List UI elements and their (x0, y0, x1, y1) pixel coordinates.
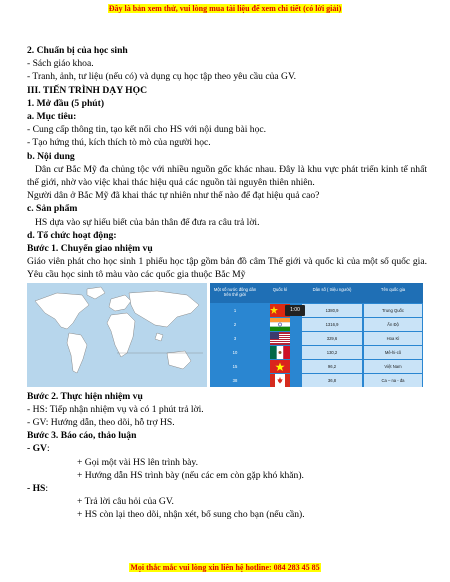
step-heading: Bước 3. Báo cáo, thảo luận (27, 430, 137, 442)
population-cell: 1380,9 (302, 304, 362, 317)
sub-heading: c. Sản phẩm (27, 203, 78, 215)
table-row (210, 318, 423, 331)
table-header-cell: Một số nước đông dân trên thế giới (213, 286, 257, 297)
list-item: - HS: Tiếp nhận nhiệm vụ và có 1 phút trả lời. (27, 403, 204, 415)
country-cell: Mê-hi-cô (364, 346, 422, 359)
list-item: - Tranh, ảnh, tư liệu (nếu có) và dụng cụ học tập theo yêu cầu của GV. (27, 71, 297, 83)
rank-cell: 2 (233, 321, 237, 327)
country-cell: Ấn Độ (364, 318, 422, 331)
canada-flag-icon (270, 374, 290, 391)
table-header-cell: Quốc kì (272, 286, 288, 292)
country-cell: Ca – na - đa (364, 374, 422, 387)
rank-cell: 10 (232, 349, 238, 355)
hotline-notice-text: Mọi thắc mắc vui lòng xin liên hệ hotline: 084 283 45 85 (130, 563, 320, 572)
paragraph: Người dân ở Bắc Mỹ đã khai thác tự nhiên như thế nào để đạt hiệu quả cao? (27, 190, 320, 202)
paragraph: Dân cư Bắc Mỹ đa chủng tộc với nhiều nguồn gốc khác nhau. Đây là khu vực phát triển kinh tế nhất thế giới, nhờ vào việc khai thác hiệu quả các nguồn tài nguyên thiên nhiên. (27, 163, 427, 189)
table-row (210, 374, 423, 387)
table-row (210, 360, 423, 373)
table-header-row (210, 283, 423, 303)
sub-heading: b. Nội dung (27, 150, 75, 162)
table-header-cell: Tên quốc gia (380, 286, 406, 292)
list-item: + HS còn lại theo dõi, nhận xét, bổ sung cho bạn (nếu cần). (77, 509, 305, 521)
step-heading: Bước 2. Thực hiện nhiệm vụ (27, 390, 143, 402)
table-header-cell: Dân số ( triệu người) (312, 286, 352, 292)
sub-heading: a. Mục tiêu: (27, 111, 77, 123)
population-cell: 36,8 (302, 374, 362, 387)
population-cell: 1316,9 (302, 318, 362, 331)
rank-cell: 38 (232, 377, 238, 383)
hotline-notice-banner (0, 563, 450, 572)
country-cell: Hoa Kì (364, 332, 422, 345)
list-item: - Sách giáo khoa. (27, 58, 94, 70)
paragraph: Giáo viên phát cho học sinh 1 phiếu học tập gồm bản đồ câm Thế giới và quốc kì của một số quốc gia. Yêu cầu học sinh tô màu vào các quốc gia thuộc Bắc Mỹ (27, 256, 427, 281)
list-item: + Gọi một vài HS lên trình bày. (77, 456, 198, 468)
world-map-icon (27, 283, 207, 387)
population-cell: 130,2 (302, 346, 362, 359)
population-cell: 329,6 (302, 332, 362, 345)
rank-cell: 1 (233, 307, 237, 313)
paragraph: HS dựa vào sự hiểu biết của bản thân để đưa ra câu trả lời. (35, 216, 260, 228)
worksheet-figure (27, 283, 427, 387)
sub-heading: d. Tổ chức hoạt động: (27, 229, 117, 241)
list-item: - GV: Hướng dẫn, theo dõi, hỗ trợ HS. (27, 417, 175, 429)
timer-badge: 1:00 (285, 305, 305, 316)
rank-cell: 15 (232, 363, 238, 369)
list-item: - Tạo hứng thú, kích thích tò mò của người học. (27, 137, 211, 149)
table-row (210, 304, 423, 317)
country-cell: Trung Quốc (364, 304, 422, 317)
country-cell: Việt Nam (364, 360, 422, 373)
section-heading: 2. Chuẩn bị của học sinh (27, 45, 128, 56)
hs-label: - HS (27, 483, 46, 495)
preview-notice-text: Đây là bản xem thử, vui lòng mua tài liệu để xem chi tiết (có lời giải) (108, 4, 342, 13)
population-cell: 96,2 (302, 360, 362, 373)
step-heading: Bước 1. Chuyển giao nhiệm vụ (27, 243, 153, 255)
section-heading: III. TIẾN TRÌNH DẠY HỌC (27, 84, 148, 96)
document-page: 2. Chuẩn bị của học sinh - Sách giáo khoa. - Tranh, ảnh, tư liệu (nếu có) và dụng cụ học tập theo yêu cầu của GV. III. TIẾN TRÌNH DẠY HỌC 1. Mở đầu (5 phút) a. Mục tiêu: - Cung cấp thông tin, tạo kết nối cho HS với nội dung bài học. - Tạo hứng thú, kích thích tò mò của người học. b. Nội dung Dân cư Bắc Mỹ đa chủng tộc với nhiều nguồn gốc khác nhau. Đây là khu vực phát triển kinh tế nhất thế giới, nhờ vào việc khai thác hiệu quả các nguồn tài nguyên thiên nhiên. Người dân ở Bắc Mỹ đã khai thác tự nhiên như thế nào để đạt hiệu quả cao? c. Sản phẩm HS dựa vào sự hiểu biết của bản thân để đưa ra câu trả lời. d. Tổ chức hoạt động: Bước 1. Chuyển giao nhiệm vụ Giáo viên phát cho học sinh 1 phiếu học tập gồm bản đồ câm Thế giới và quốc kì của một số quốc gia. Yêu cầu học sinh tô màu vào các quốc gia thuộc Bắc Mỹ Một số nước đông dân trên thế giới Quốc kì Dân số ( triệu người) Tên quốc gia 1 1380,9 Trung Quốc 2 1316,9 Ấn Độ 3 329,6 Hoa Kì 10 130,2 Mê-hi-cô 15 96,2 Việt Nam 38 36,8 Ca – na - đa 1:00 Bước 2. Thực hiện nhiệm vụ - HS: Tiếp nhận nhiệm vụ và có 1 phút trả lời. - GV: Hướng dẫn, theo dõi, hỗ trợ HS. Bước 3. Báo cáo, thảo luận - GV: + Gọi một vài HS lên trình bày. + Hướng dẫn HS trình bày (nếu các em còn gặp khó khăn). - HS: + Trả lời câu hỏi của GV. + HS còn lại theo dõi, nhận xét, bổ sung cho bạn (nếu cần). (27, 45, 427, 521)
gv-label: - GV (27, 443, 47, 455)
population-table (210, 283, 423, 387)
sub-heading: 1. Mở đầu (5 phút) (27, 97, 105, 109)
list-item: + Trả lời câu hỏi của GV. (77, 496, 174, 508)
world-map-image (27, 283, 207, 387)
list-item: - Cung cấp thông tin, tạo kết nối cho HS với nội dung bài học. (27, 124, 267, 136)
list-item: + Hướng dẫn HS trình bày (nếu các em còn gặp khó khăn). (77, 469, 304, 481)
preview-notice-banner (0, 4, 450, 13)
table-row (210, 346, 423, 359)
table-row (210, 332, 423, 345)
rank-cell: 3 (233, 335, 237, 341)
